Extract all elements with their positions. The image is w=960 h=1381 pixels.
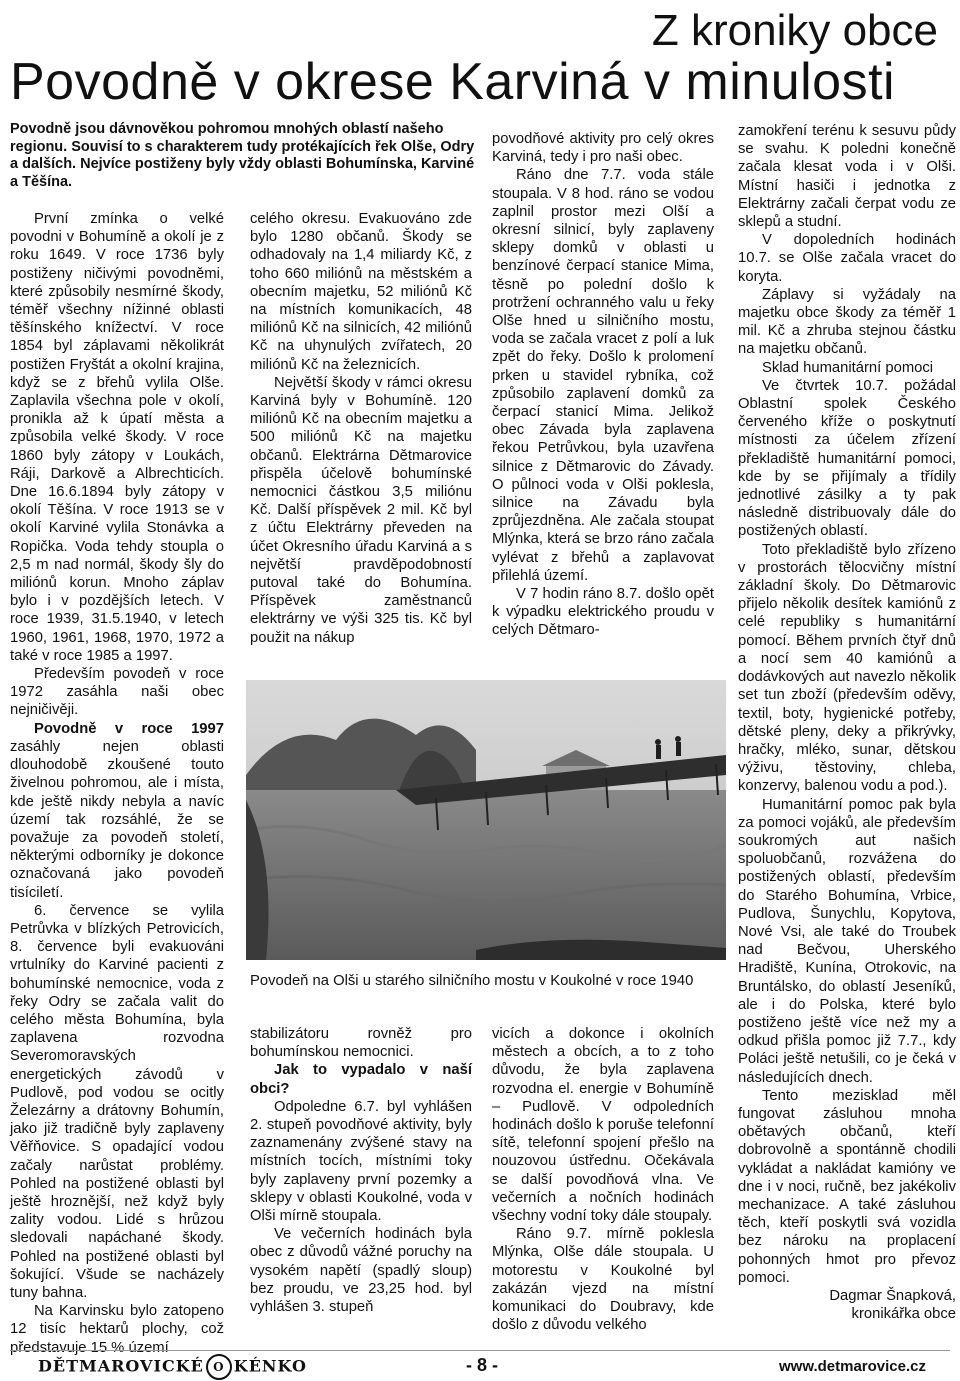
flood-photo-illustration <box>246 680 726 960</box>
logo-mark: O <box>206 1354 232 1380</box>
paragraph-text: zasáhly nejen oblasti dlouhodobě zkoušené touto živelnou pohromou, ale i místa, kde ještě nikdy nebyla a navíc území tak rozsáhlé, že se považuje za povodeň století, některými odborníky je dokonce označovaná jako povodeň tisíciletí. <box>10 738 224 901</box>
paragraph: V dopoledních hodinách 10.7. se Olše začala vracet do koryta. <box>738 232 956 285</box>
paragraph: celého okresu. Evakuováno zde bylo 1280 občanů. Škody se odhadovaly na 1,4 miliardy Kč, z toho 660 miliónů na městském a obecním majetku, 52 miliónů Kč na místních komunikacích, 48 miliónů Kč na silnicích, 42 miliónů Kč na uhynulých zvířatech, 20 miliónů Kč na železnicích. <box>250 211 472 373</box>
subheading-text: Jak to vypadalo v naší obci? <box>250 1062 472 1097</box>
subheading: Sklad humanitární pomoci <box>762 359 934 376</box>
column-2-lower <box>250 1025 472 1316</box>
paragraph: stabilizátoru rovněž pro bohumínskou nemocnici. <box>250 1026 472 1061</box>
logo-text-right: KÉNKO <box>233 1356 307 1376</box>
paragraph: Ráno dne 7.7. voda stále stoupala. V 8 hod. ráno se vodou zaplnil prostor mezi Olší a okresní silnicí, byly zaplaveny sklepy domků v oblasti u benzínové čerpací stanice Mima, těsně po polední došlo k protržení ochranného valu u řeky Olše hned u silničního mostu, voda se začala vracet z polí a luk zpět do řeky. Došlo k prolomení prken u stavidel rybníka, což způsobilo zaplavení domků za čerpací stanicí Mima. Jelikož obec Závada byla zaplavena řekou Petrůvkou, byla uzavřena silnice z Dětmarovic do Závady. O půlnoci voda v Olši poklesla, silnice na Závadu byla zprůjezdněna. Ale začala stoupat Mlýnka, která se brzo ráno začala vylévat z břehů a zaplavovat přilehlá území. <box>492 167 714 584</box>
lead-text: Povodně jsou dávnověkou pohromou mnohých oblastí našeho regionu. Souvisí to s charakterem tudy protékajících řek Olše, Odry a dalších. Nejvíce postiženy byly vždy oblasti Bohumínska, Karviné a Těšína. <box>10 121 475 190</box>
paragraph: povodňové aktivity pro celý okres Karviná, tedy i pro naši obec. <box>492 131 714 166</box>
paragraph: Největší škody v rámci okresu Karviná byly v Bohumíně. 120 miliónů Kč na obecním majetku a 500 miliónů Kč na majetku občanů. Elektrárna Dětmarovice přispěla účelově bohumínské nemocnici částkou 3,5 miliónu Kč. Další příspěvek 2 mil. Kč byl z účtu Elektrárny převeden na účet Okresního úřadu Karviná a s největší pravděpodobností putoval také do Bohumína. Příspěvek zaměstnanců elektrárny ve výši 325 tis. Kč byl použit na nákup <box>250 374 472 646</box>
paragraph <box>10 720 224 902</box>
website-link[interactable]: www.detmarovice.cz <box>779 1358 926 1375</box>
column-3 <box>492 130 714 640</box>
newsletter-logo <box>38 1354 307 1380</box>
flood-photo <box>246 680 726 960</box>
signature-role: kronikářka obce <box>851 1306 956 1323</box>
paragraph: Ve čtvrtek 10.7. požádal Oblastní spolek Českého červeného kříže o poskytnutí místnosti za účelem zřízení překladiště humanitární pomoci, kde by se přijímaly a třídily jednotlivé zásilky a ty pak následně distribuovaly dále do postižených oblastí. <box>738 377 956 540</box>
lead-paragraph <box>10 121 478 191</box>
page-number: - 8 - <box>466 1355 499 1375</box>
column-3-lower <box>492 1025 714 1334</box>
paragraph: Toto překladiště bylo zřízeno v prostorách tělocvičny místní základní školy. Do Dětmarovic přijelo několik desítek kamiónů z celé republiky s humanitární pomocí. Během prvních čtyř dnů a nocí sem 40 kamiónů a dodávkových aut navezlo několik set tun zboží (především oděvy, textil, boty, hygienické potřeby, dětské pleny, deky a přikrývky, hračky, mléko, sunar, dětskou výživu, těstoviny, chleba, konzervy, balenou vodu a pod.). <box>738 541 956 795</box>
paragraph: Záplavy si vyžádaly na majetku obce škody za téměř 1 mil. Kč a zhruba stejnou částku na majetku občanů. <box>738 286 956 358</box>
paragraph: Na Karvinsku bylo zatopeno 12 tisíc hektarů plochy, což představuje 15 % území <box>10 1303 224 1356</box>
paragraph: V 7 hodin ráno 8.7. došlo opět k výpadku elektrického proudu v celých Dětmaro- <box>492 586 714 639</box>
paragraph: 6. července se vylila Petrůvka v blízkých Petrovicích, 8. července byli evakuováni vrtulníky do Karviné pacienti z bohumínské nemocnice, voda z řeky Odry se začala valit do celého města Bohumína, byla zaplavena rozvodna Severomoravských energetických závodů v Pudlově, pod vodou se ocitly Železárny a drátovny Bohumín, jako již tradičně byly zaplaveny Věřňovice. S opadající vodou začaly narůstat problémy. Pohled na postižené oblasti byl ještě hroznější, než když byly zality vodou. Lidé s hrůzou sledovali napáchané škody. Pohled na postižené oblasti byl šokující. Všude se nacházely tuny bahna. <box>10 902 224 1301</box>
photo-caption: Povodeň na Olši u starého silničního mostu v Koukolné v roce 1940 <box>250 973 694 989</box>
paragraph: Tento mezisklad měl fungovat zásluhou mnoha obětavých občanů, kteří dobrovolně a spontánně chodili vykládat a nakládat kamióny ve dne i v noci, ručně, bez jakékoliv mechanizace. A také zásluhou těch, kteří poskytli svá vozidla bez nároku na proplacení pohonných hmot pro převoz pomoci. <box>738 1087 956 1286</box>
paragraph: Odpoledne 6.7. byl vyhlášen 2. stupeň povodňové aktivity, byly zaznamenány zvýšené stavy na místních tocích, místními toky byly zaplaveny první pozemky a sklepy v oblasti Koukolné, voda v Olši mírně stoupala. <box>250 1098 472 1225</box>
paragraph: Ve večerních hodinách byla obec z důvodů vážné poruchy na vysokém napětí (spadlý sloup) bez proudu, ve 23,25 hod. byl vyhlášen 3. stupeň <box>250 1226 472 1316</box>
logo-text-left: DĚTMAROVICKÉ <box>38 1356 204 1376</box>
bold-lead: Povodně v roce 1997 <box>34 720 224 737</box>
column-2 <box>250 210 472 647</box>
footer-divider <box>10 1350 950 1351</box>
column-4 <box>738 122 956 1323</box>
paragraph: První zmínka o velké povodni v Bohumíně a okolí je z roku 1649. V roce 1736 byly postiženy ničivými povodněmi, které způsobily nesmírné škody, téměř všechny nížinné oblasti těšínského knížectví. V roce 1854 byl záplavami několikrát postižen Fryštát a okolní krajina, když se z břehů vylila Olše. Zaplavila všechna pole v okolí, pronikla až k úpatí města a způsobila velké škody. V roce 1860 byly zátopy v Loukách, Ráji, Darkově a Albrechticích. Dne 16.6.1894 byly zátopy v okolí Těšína. V roce 1913 se v okolí Karviné vylila Stonávka a Ropička. Voda tehdy stoupla o 2,5 m nad normál, škody šly do miliónů korun. Mnoho záplav bylo i v pozdějších letech. V roce 1939, 31.5.1940, v letech 1960, 1961, 1968, 1970, 1972 a také v roce 1985 a 1997. <box>10 211 224 664</box>
paragraph: Humanitární pomoc pak byla za pomoci vojáků, ale především soukromých aut našich spoluobčanů, rozvážena do postižených oblastí, především do Starého Bohumína, Vrbice, Pudlova, Šunychlu, Kopytova, Nové Vsi, ale také do Troubek nad Bečvou, Uherského Hradiště, Kunína, Otrokovic, na Bruntálsko, do oblastí Jeseníků, ale i do Polska, které bylo postiženo ještě více než my a odkud přišla pomoc již 7.7., kdy Poláci ještě netušili, co je čeká v následujících dnech. <box>738 796 956 1086</box>
paragraph: Především povodeň v roce 1972 zasáhla naši obec nejničivěji. <box>10 666 224 719</box>
subheading <box>250 1061 472 1097</box>
paragraph: vicích a dokonce i okolních městech a obcích, a to z toho důvodu, že byla zaplavena rozvodna el. energie v Bohumíně – Pudlově. V odpoledních hodinách došlo k poruše telefonní sítě, telefonní spojení přešlo na nouzovou ústřednu. Očekávala se další povodňová vlna. Ve večerních a nočních hodinách všechny vodní toky dále stoupaly. <box>492 1026 714 1225</box>
column-1 <box>10 210 224 1357</box>
paragraph: zamokření terénu k sesuvu půdy se svahu. K poledni konečně začala klesat voda i v Olši. Místní hasiči i jednotka z Elektrárny začali čerpat vodu ze sklepů a studní. <box>738 123 956 231</box>
article-title: Povodně v okrese Karviná v minulosti <box>10 53 896 111</box>
signature-name: Dagmar Šnapková, <box>829 1288 956 1304</box>
section-title: Z kroniky obce <box>651 6 938 55</box>
paragraph: Ráno 9.7. mírně poklesla Mlýnka, Olše dále stoupala. U motorestu v Koukolné byl zakázán vjezd na místní komunikaci do Doubravy, kde došlo z důvodu velkého <box>492 1226 714 1334</box>
